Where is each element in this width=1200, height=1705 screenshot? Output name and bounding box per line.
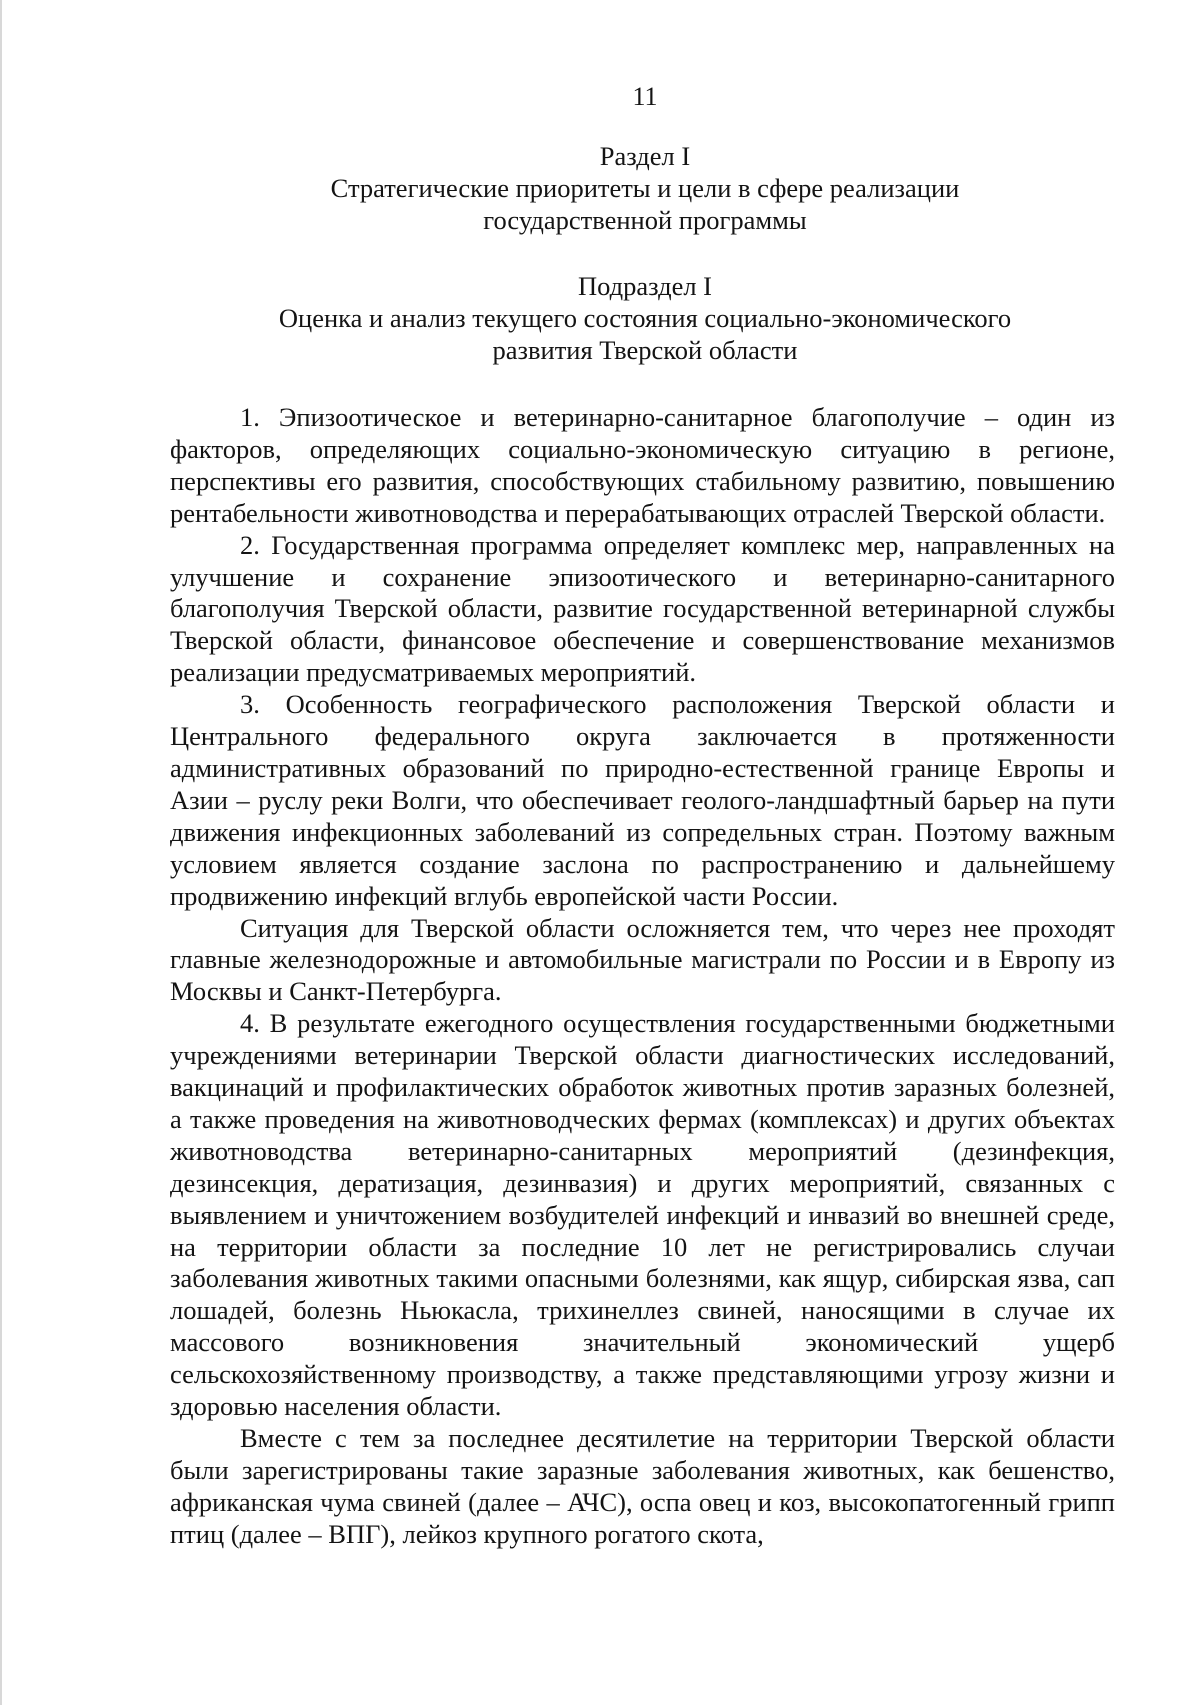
paragraph-1: 1. Эпизоотическое и ветеринарно-санитарное благополучие – один из факторов, определяющих социально-экономическую ситуацию в регионе, перспективы его развития, способствующих стабильному развитию, повышению рентабельности животноводства и перерабатывающих отраслей Тверской области. — [170, 402, 1115, 528]
section-label: Раздел I — [599, 141, 691, 171]
subsection-label: Подраздел I — [577, 271, 713, 301]
paragraph-4: Ситуация для Тверской области осложняется тем, что через нее проходят главные железнодорожные и автомобильные магистрали по России и в Европу из Москвы и Санкт-Петербурга. — [170, 912, 1115, 1007]
page-edge — [0, 0, 2, 1705]
paragraph-2: 2. Государственная программа определяет комплекс мер, направленных на улучшение и сохранение эпизоотического и ветеринарно-санитарного благополучия Тверской области, развитие государственной ветеринарной службы Тверской области, финансовое обеспечение и совершенствование механизмов реализации предусматриваемых мероприятий. — [170, 529, 1115, 688]
subsection-title-line-2: развития Тверской области — [492, 335, 798, 365]
section-heading — [0, 140, 1200, 236]
section-title-line-1: Стратегические приоритеты и цели в сфере реализации — [330, 173, 960, 203]
paragraph-6: Вместе с тем за последнее десятилетие на территории Тверской области были зарегистрированы такие заразные заболевания животных, как бешенство, африканская чума свиней (далее – АЧС), оспа овец и коз, высокопатогенный грипп птиц (далее – ВПГ), лейкоз крупного рогатого скота, — [170, 1423, 1115, 1549]
subsection-heading — [0, 270, 1200, 366]
paragraph-5: 4. В результате ежегодного осуществления государственными бюджетными учреждениями ветеринарии Тверской области диагностических исследований, вакцинаций и профилактических обработок животных против заразных болезней, а также проведения на животноводческих фермах (комплексах) и других объектах животноводства ветеринарно-санитарных мероприятий (дезинфекция, дезинсекция, дератизация, дезинвазия) и других мероприятий, связанных с выявлением и уничтожением возбудителей инфекций и инвазий во внешней среде, на территории области за последние 10 лет не регистрировались случаи заболевания животных такими опасными болезнями, как ящур, сибирская язва, сап лошадей, болезнь Ньюкасла, трихинеллез свиней, наносящими в случае их массового возникновения значительный экономический ущерб сельскохозяйственному производству, а также представляющими угрозу жизни и здоровью населения области. — [170, 1008, 1115, 1422]
page-number: 11 — [632, 82, 658, 111]
body-text — [170, 402, 1115, 1551]
paragraph-3: 3. Особенность географического расположения Тверской области и Центрального федерального округа заключается в протяженности административных образований по природно-естественной границе Европы и Азии – руслу реки Волги, что обеспечивает геолого-ландшафтный барьер на пути движения инфекционных заболеваний из сопредельных стран. Поэтому важным условием является создание заслона по распространению и дальнейшему продвижению инфекций вглубь европейской части России. — [170, 689, 1115, 911]
subsection-title-line-1: Оценка и анализ текущего состояния социально-экономического — [278, 303, 1012, 333]
section-title-line-2: государственной программы — [483, 205, 807, 235]
